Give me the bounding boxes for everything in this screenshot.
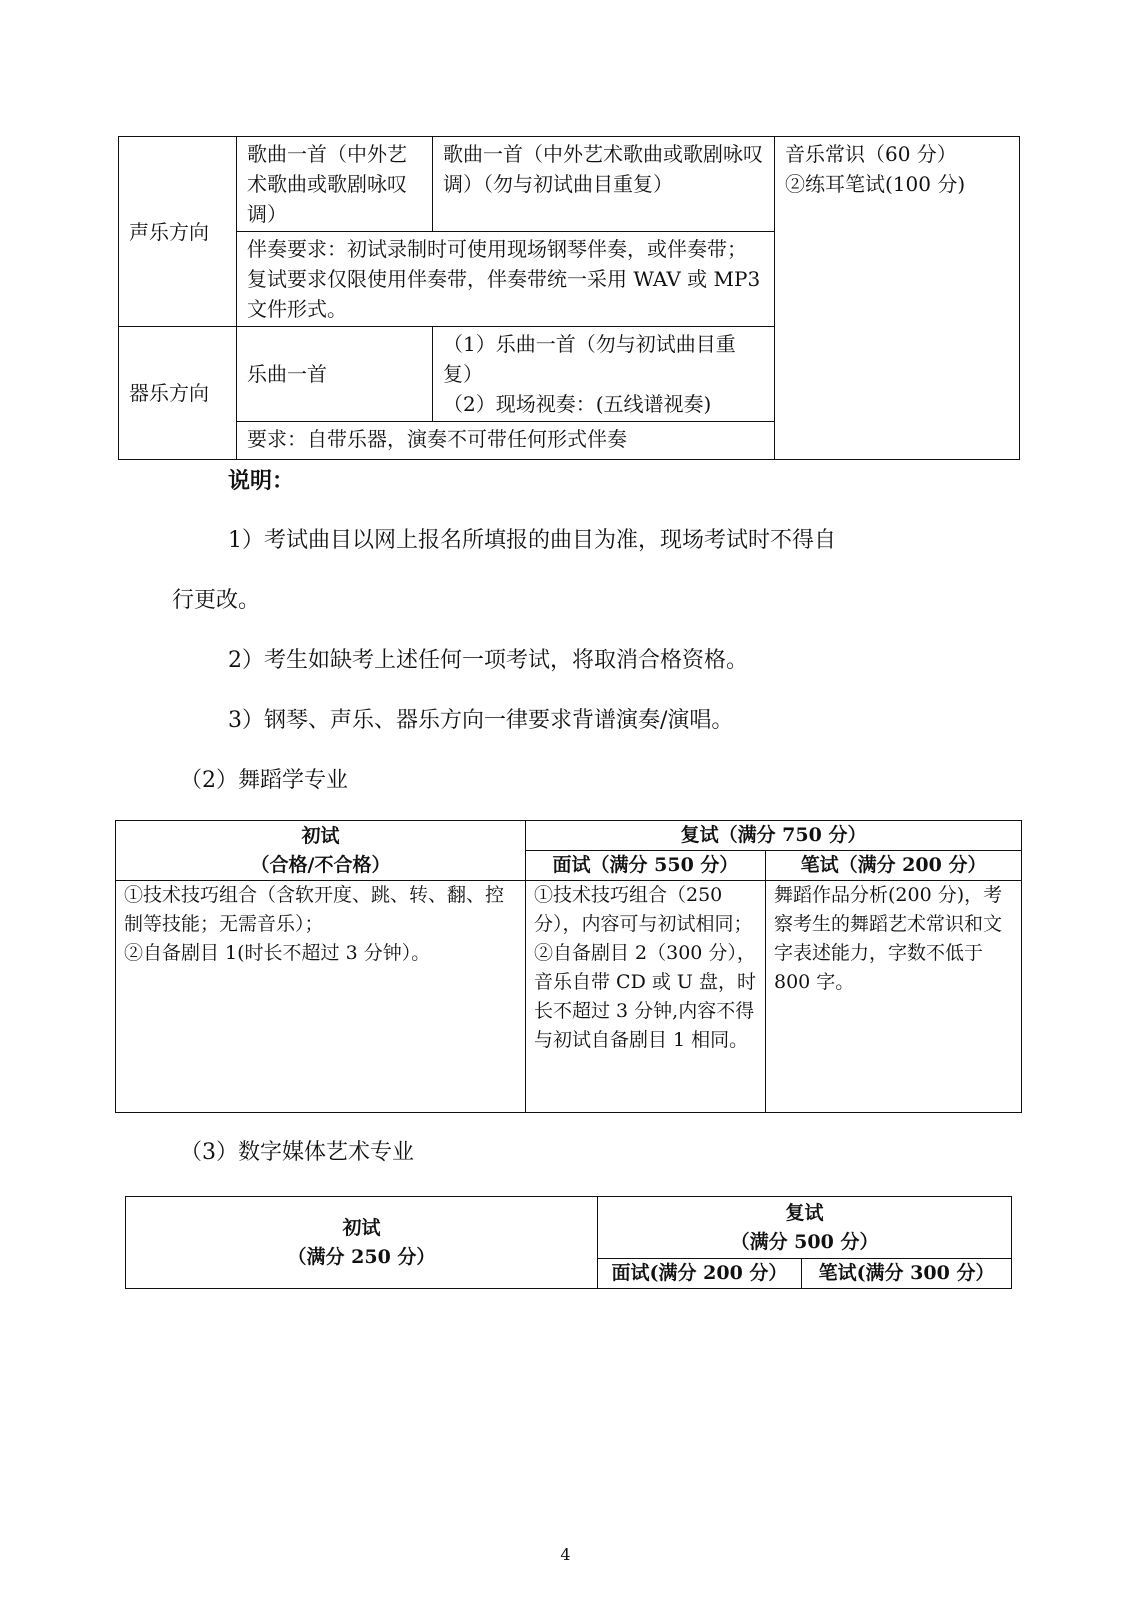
vocal-prelim-cell: 歌曲一首（中外艺术歌曲或歌剧咏叹调）	[237, 137, 433, 232]
vocal-accompaniment-requirement: 伴奏要求：初试录制时可使用现场钢琴伴奏，或伴奏带；复试要求仅限使用伴奏带，伴奏带统一采用 WAV 或 MP3 文件形式。	[237, 232, 775, 327]
media-interview-title: 面试(满分 200 分）	[598, 1259, 802, 1289]
media-exam-table	[125, 1196, 1012, 1289]
dance-prelim-item: ①技术技巧组合（含软开度、跳、转、翻、控制等技能；无需音乐）；	[124, 884, 505, 935]
dance-prelim-content	[116, 881, 526, 1113]
dance-interview-title: 面试（满分 550 分）	[526, 851, 766, 881]
dance-prelim-title-line: 初试	[301, 824, 340, 847]
dance-retest-title: 复试（满分 750 分）	[526, 821, 1022, 851]
instrument-retest-cell	[433, 327, 775, 422]
written-exam-cell	[775, 137, 1020, 460]
dance-written-content: 舞蹈作品分析(200 分)，考察考生的舞蹈艺术常识和文字表述能力，字数不低于 800 字。	[766, 881, 1022, 1113]
notes-heading: 说明：	[228, 468, 295, 494]
written-exam-line: 音乐常识（60 分）	[785, 142, 957, 166]
instrument-prelim-cell: 乐曲一首	[237, 327, 433, 422]
media-prelim-title	[126, 1197, 598, 1289]
written-exam-line: ②练耳笔试(100 分)	[785, 172, 966, 196]
page-number: 4	[560, 1545, 571, 1564]
instrument-retest-line: （2）现场视奏：(五线谱视奏)	[443, 392, 712, 416]
note-item: 行更改。	[172, 588, 261, 613]
media-retest-title	[598, 1197, 1012, 1259]
instrument-direction-label: 器乐方向	[119, 327, 237, 460]
media-retest-title-line: （满分 500 分）	[730, 1230, 879, 1253]
vocal-direction-label: 声乐方向	[119, 137, 237, 327]
note-item: 1）考试曲目以网上报名所填报的曲目为准，现场考试时不得自	[228, 528, 836, 553]
dance-prelim-title	[116, 821, 526, 881]
dance-exam-table	[115, 820, 1022, 1113]
instrument-requirement: 要求：自带乐器，演奏不可带任何形式伴奏	[237, 422, 775, 460]
dance-prelim-item: ②自备剧目 1(时长不超过 3 分钟）。	[124, 942, 431, 964]
music-exam-table	[118, 136, 1020, 460]
note-item: 3）钢琴、声乐、器乐方向一律要求背谱演奏/演唱。	[228, 708, 734, 733]
dance-interview-item: ②自备剧目 2（300 分），音乐自带 CD 或 U 盘，时长不超过 3 分钟,内容不得与初试自备剧目 1 相同。	[534, 942, 756, 1051]
dance-interview-content	[526, 881, 766, 1113]
vocal-retest-cell: 歌曲一首（中外艺术歌曲或歌剧咏叹调）（勿与初试曲目重复）	[433, 137, 775, 232]
media-section-heading: （3）数字媒体艺术专业	[180, 1140, 414, 1165]
note-item: 2）考生如缺考上述任何一项考试，将取消合格资格。	[228, 648, 748, 673]
media-retest-title-line: 复试	[785, 1201, 824, 1224]
media-prelim-title-line: 初试	[342, 1216, 381, 1239]
dance-prelim-title-line: （合格/不合格）	[250, 853, 391, 876]
dance-written-title: 笔试（满分 200 分）	[766, 851, 1022, 881]
dance-interview-item: ①技术技巧组合（250 分），内容可与初试相同；	[534, 884, 753, 935]
dance-section-heading: （2）舞蹈学专业	[180, 768, 348, 793]
media-prelim-title-line: （满分 250 分）	[287, 1245, 436, 1268]
instrument-retest-line: （1）乐曲一首（勿与初试曲目重复）	[443, 332, 736, 386]
media-written-title: 笔试(满分 300 分）	[802, 1259, 1012, 1289]
